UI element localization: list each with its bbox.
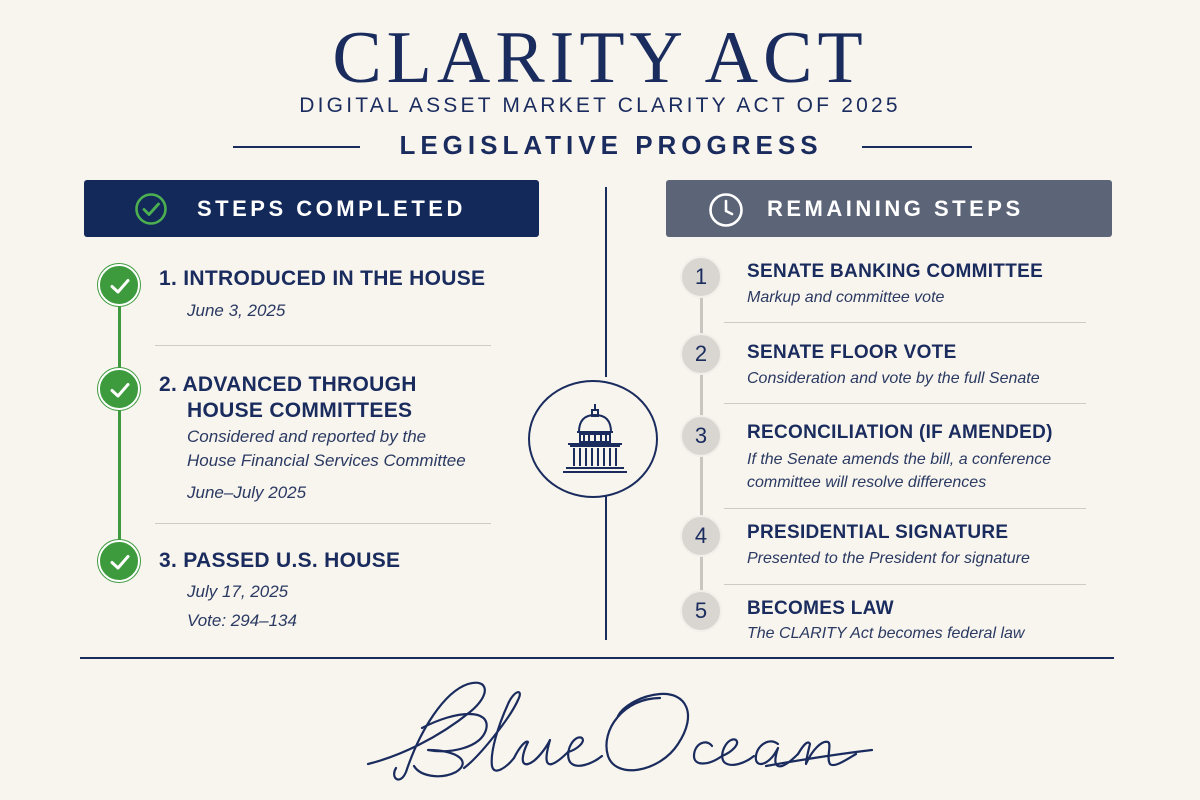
section-heading: LEGISLATIVE PROGRESS bbox=[399, 130, 823, 160]
completed-step-vote: Vote: 294–134 bbox=[187, 611, 297, 630]
center-divider-bottom bbox=[605, 495, 607, 640]
remaining-step-title: RECONCILIATION (IF AMENDED) bbox=[747, 422, 1053, 443]
remaining-step-detail: Markup and committee vote bbox=[747, 289, 945, 306]
capitol-building-icon bbox=[560, 382, 630, 498]
capitol-emblem bbox=[528, 380, 658, 498]
completed-heading: STEPS COMPLETED bbox=[197, 196, 466, 221]
remaining-step-detail: If the Senate amends the bill, a conference bbox=[747, 451, 1052, 468]
step-number-badge: 1 bbox=[680, 256, 722, 298]
completed-header bbox=[84, 180, 539, 237]
remaining-heading: REMAINING STEPS bbox=[767, 196, 1024, 221]
remaining-step-detail: Consideration and vote by the full Senate bbox=[747, 370, 1040, 387]
step-divider bbox=[155, 345, 491, 346]
remaining-step-detail: committee will resolve differences bbox=[747, 474, 987, 491]
step-number-badge: 4 bbox=[680, 515, 722, 557]
remaining-header bbox=[666, 180, 1112, 237]
check-icon bbox=[98, 540, 140, 582]
step-number-badge: 3 bbox=[680, 415, 722, 457]
remaining-step-title: BECOMES LAW bbox=[747, 598, 894, 619]
remaining-step-detail: Presented to the President for signature bbox=[747, 550, 1030, 567]
completed-step-title: 3. PASSED U.S. HOUSE bbox=[159, 549, 401, 572]
check-circle-icon bbox=[134, 192, 168, 226]
remaining-step-detail: The CLARITY Act becomes federal law bbox=[747, 625, 1025, 642]
completed-step-detail: House Financial Services Committee bbox=[187, 451, 466, 470]
step-divider bbox=[724, 403, 1086, 404]
completed-step-date: June–July 2025 bbox=[187, 483, 307, 502]
step-number-badge: 5 bbox=[680, 590, 722, 632]
check-icon bbox=[98, 264, 140, 306]
step-divider bbox=[724, 508, 1086, 509]
completed-step-title: 2. ADVANCED THROUGH bbox=[159, 373, 417, 396]
page-subtitle: DIGITAL ASSET MARKET CLARITY ACT OF 2025 bbox=[299, 94, 901, 117]
heading-rule-right bbox=[862, 146, 972, 148]
completed-step-title: 1. INTRODUCED IN THE HOUSE bbox=[159, 267, 486, 290]
remaining-step-title: PRESIDENTIAL SIGNATURE bbox=[747, 522, 1009, 543]
check-icon bbox=[98, 368, 140, 410]
blue-ocean-signature bbox=[360, 668, 880, 788]
completed-step-date: June 3, 2025 bbox=[187, 301, 286, 320]
completed-step-date: July 17, 2025 bbox=[187, 582, 289, 601]
section-heading-row bbox=[0, 128, 1200, 164]
remaining-step-title: SENATE FLOOR VOTE bbox=[747, 342, 957, 363]
heading-rule-left bbox=[233, 146, 360, 148]
step-divider bbox=[724, 322, 1086, 323]
completed-step-detail: Considered and reported by the bbox=[187, 427, 427, 446]
step-number-badge: 2 bbox=[680, 333, 722, 375]
footer-rule bbox=[80, 657, 1114, 659]
completed-step-title-cont: HOUSE COMMITTEES bbox=[187, 399, 413, 422]
remaining-step-title: SENATE BANKING COMMITTEE bbox=[747, 261, 1044, 282]
page-title: CLARITY ACT bbox=[332, 17, 868, 99]
step-divider bbox=[155, 523, 491, 524]
center-divider-top bbox=[605, 187, 607, 377]
clock-icon bbox=[708, 192, 742, 226]
step-divider bbox=[724, 584, 1086, 585]
completed-timeline bbox=[118, 290, 121, 560]
